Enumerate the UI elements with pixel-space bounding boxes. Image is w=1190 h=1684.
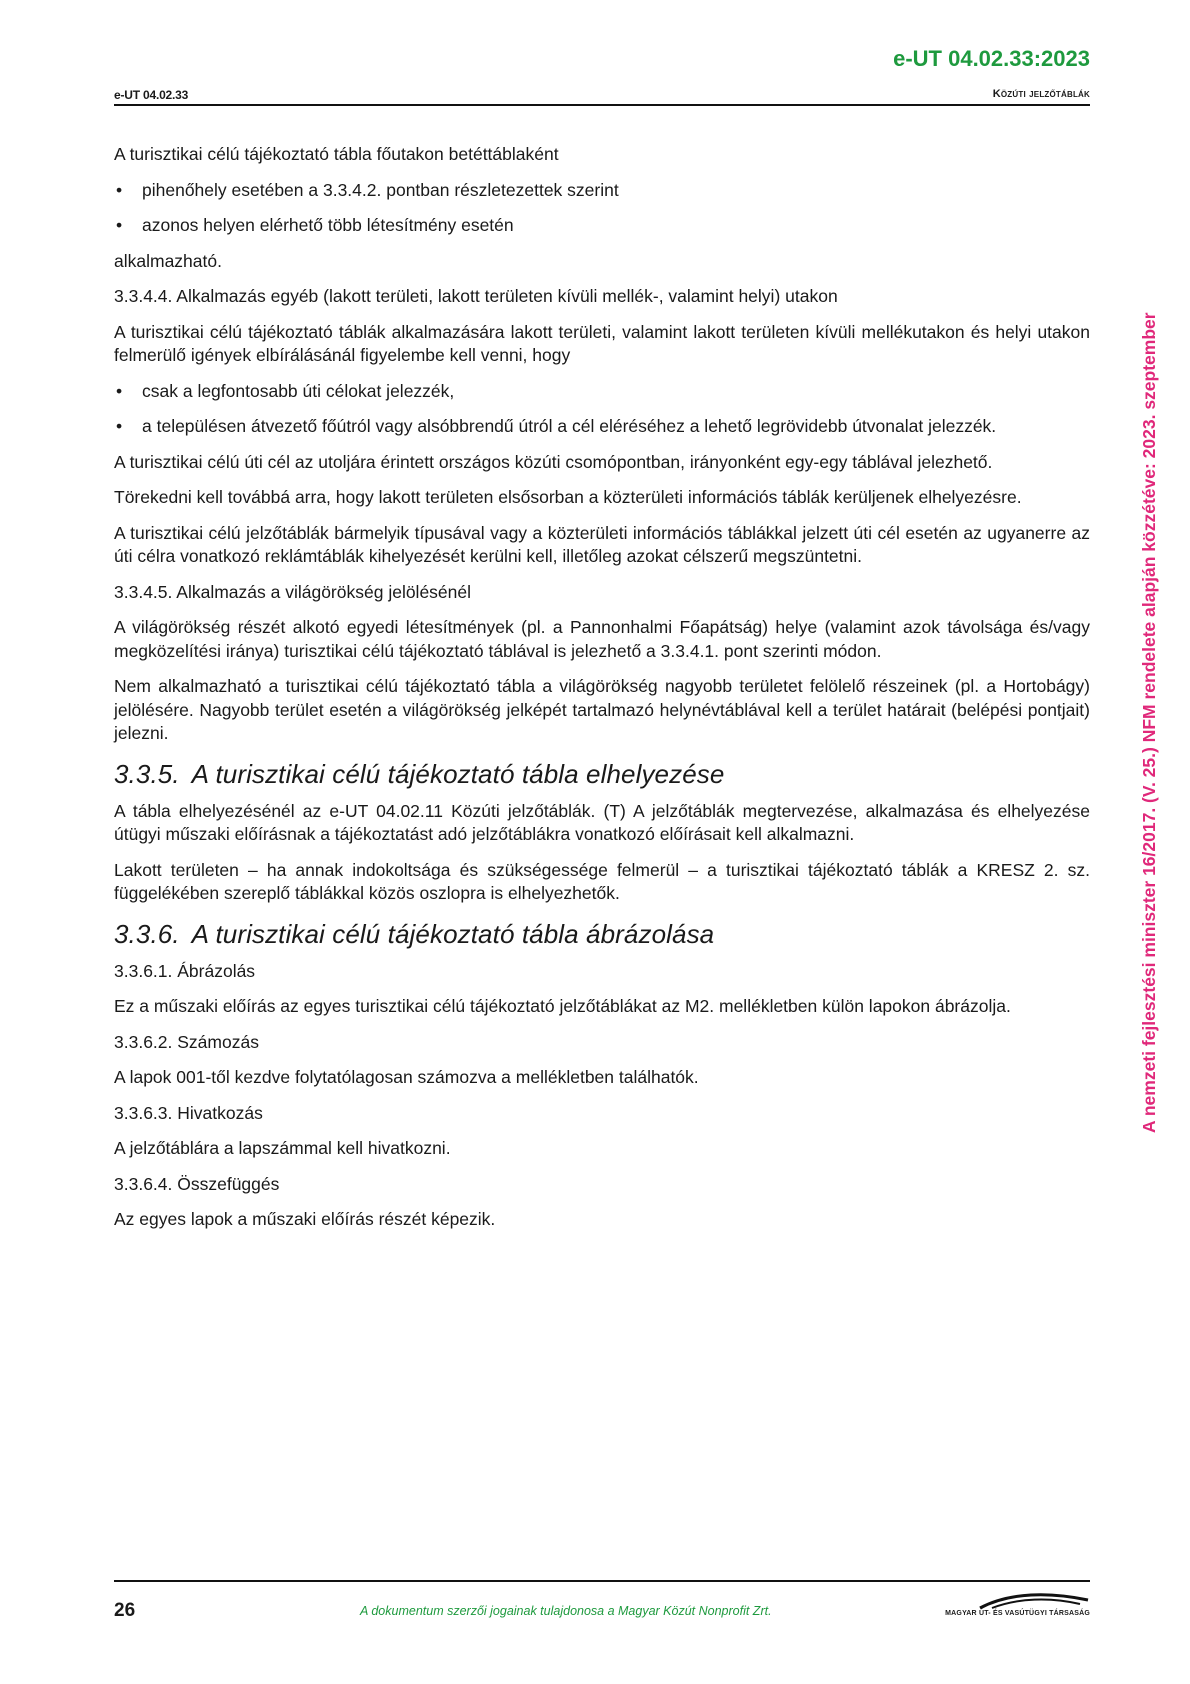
bullet-icon: • [116,416,123,436]
subsection-heading: 3.3.4.4. Alkalmazás egyéb (lakott területi, lakott területen kívüli mellék-, valamint helyi) utakon [114,286,838,306]
paragraph: Törekedni kell továbbá arra, hogy lakott területen elsősorban a közterületi információs táblák kerüljenek elhelyezésre. [114,487,1022,507]
paragraph: A turisztikai célú tájékoztató tábla főutakon betéttáblaként [114,144,559,164]
list-item: • pihenőhely esetében a 3.3.4.2. pontban részletezettek szerint [114,179,1090,203]
subsection-heading: 3.3.4.5. Alkalmazás a világörökség jelölésénél [114,581,472,602]
section-heading-3-3-5: 3.3.5. A turisztikai célú tájékoztató tábla elhelyezése [114,758,725,789]
organization-logo-text: MAGYAR ÚT- ÉS VASÚTÜGYI TÁRSASÁG [945,1610,1090,1617]
header-document-code: e-UT 04.02.33 [114,88,189,102]
subsection-heading: 3.3.6.1. Ábrázolás [114,960,256,981]
paragraph: A jelzőtáblára a lapszámmal kell hivatkozni. [114,1138,451,1158]
header-section-title: Közúti jelzőtáblák [992,88,1090,100]
list-item: • a településen átvezető főútról vagy alsóbbrendű útról a cél eléréséhez a lehető legrövidebb útvonalat jelezzék. [114,415,1090,439]
footer-divider [114,1580,1090,1582]
header-divider [114,104,1090,106]
list-item: • csak a legfontosabb úti célokat jelezzék, [114,380,1090,404]
list-item: • azonos helyen elérhető több létesítmény esetén [114,214,1090,238]
page-body [114,143,1090,1244]
paragraph: Az egyes lapok a műszaki előírás részét képezik. [114,1209,496,1229]
bullet-icon: • [116,179,123,200]
paragraph: A világörökség részét alkotó egyedi létesítmények (pl. a Pannonhalmi Főapátság) helye (valamint azok távolsága és/vagy megközelítési iránya) turisztikai célú tájékoztató táblával is jelezhető a 3.3.4.1. pont szerinti módon. [114,617,1090,661]
document-code-stamp: e-UT 04.02.33:2023 [893,46,1090,71]
paragraph: A turisztikai célú jelzőtáblák bármelyik típusával vagy a közterületi információs táblákkal jelzett úti cél esetén az ugyanerre az úti célra vonatkozó reklámtáblák kihelyezését kerülni kell, illetőleg azokat célszerű megszüntetni. [114,522,1090,566]
paragraph: A tábla elhelyezésénél az e-UT 04.02.11 Közúti jelzőtáblák. (T) A jelzőtáblák megtervezése, alkalmazása és elhelyezése útügyi műszaki előírásnak a tájékoztatást adó jelzőtáblákra vonatkozó előírásait kell alkalmazni. [114,800,1090,844]
copyright-notice: A dokumentum szerzői jogainak tulajdonosa a Magyar Közút Nonprofit Zrt. [360,1604,772,1618]
paragraph: Nem alkalmazható a turisztikai célú tájékoztató tábla a világörökség nagyobb területet felölelő részeinek (pl. a Hortobágy) jelölésére. Nagyobb terület esetén a világörökség jelképét tartalmazó helynévtáblával kell a terület határait (belépési pontjait) jelezni. [114,676,1090,743]
bullet-icon: • [116,215,123,235]
paragraph: alkalmazható. [114,250,222,271]
paragraph: Lakott területen – ha annak indokoltsága és szükségessége felmerül – a turisztikai tájékoztató táblák a KRESZ 2. sz. függelékében szereplő táblákkal közös oszlopra is elhelyezhetők. [114,859,1090,903]
page-number: 26 [114,1600,136,1621]
section-heading-3-3-6: 3.3.6. A turisztikai célú tájékoztató tábla ábrázolása [114,918,715,949]
subsection-heading: 3.3.6.2. Számozás [114,1031,259,1052]
paragraph: A turisztikai célú tájékoztató táblák alkalmazására lakott területi, valamint lakott területen kívüli mellékutakon és helyi utakon felmerülő igények elbírálásánál figyelembe kell venni, hogy [114,321,1090,365]
paragraph: Ez a műszaki előírás az egyes turisztikai célú tájékoztató jelzőtáblákat az M2. mellékletben külön lapokon ábrázolja. [114,996,1011,1016]
subsection-heading: 3.3.6.3. Hivatkozás [114,1102,263,1123]
bullet-list [114,380,1090,439]
bullet-icon: • [116,380,123,401]
paragraph: A lapok 001-től kezdve folytatólagosan számozva a mellékletben találhatók. [114,1067,699,1087]
subsection-heading: 3.3.6.4. Összefüggés [114,1173,280,1194]
paragraph: A turisztikai célú úti cél az utoljára érintett országos közúti csomópontban, irányonként egy-egy táblával jelezhető. [114,451,993,472]
publication-note-vertical: A nemzeti fejlesztési miniszter 16/2017. (V. 25.) NFM rendelete alapján közzétéve: 2023. szeptember [1139,312,1159,1133]
bullet-list [114,179,1090,238]
organization-logo-icon [940,1592,1090,1624]
